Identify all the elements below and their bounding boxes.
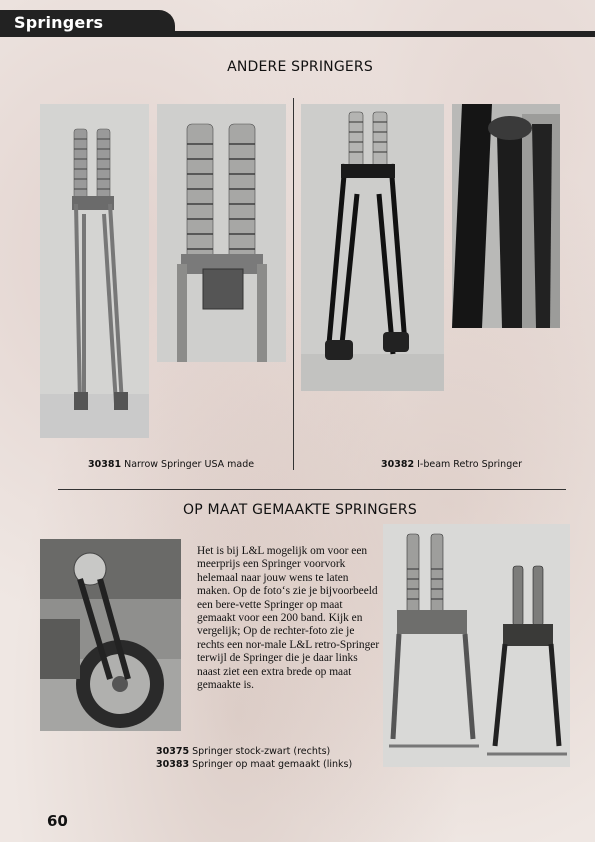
- custom-springer-description: Het is bij L&L mogelijk om voor een meerprijs een Springer voorvork helemaal naar jouw wens te laten maken. Op de foto‘s zie je bijvoorbeeld een bere-vette Springer op maat gemaakt voor een 200 band. Kijk en vergelijk; Op de rechter-foto zie je rechts een nor-male L&L retro-Springer terwijl de Springer die je daar links naast ziet een extra brede op maat gemaakte is.: [197, 545, 380, 692]
- caption-text: Springer op maat gemaakt (links): [192, 759, 353, 770]
- caption-text: Springer stock-zwart (rechts): [192, 746, 331, 757]
- caption-30375: [156, 746, 330, 757]
- section-title-other: ANDERE SPRINGERS: [227, 59, 373, 75]
- column-divider: [293, 98, 294, 470]
- page-number: 60: [47, 812, 68, 830]
- section-title-custom: OP MAAT GEMAAKTE SPRINGERS: [183, 502, 417, 518]
- header-rule: [150, 31, 595, 37]
- caption-30381: [88, 459, 254, 470]
- photo-springer-comparison: [383, 524, 570, 767]
- caption-code: 30383: [156, 759, 190, 770]
- caption-code: 30381: [88, 459, 122, 470]
- caption-code: 30382: [381, 459, 415, 470]
- photo-custom-springer-bike: [40, 539, 181, 731]
- section-divider: [58, 489, 566, 490]
- caption-30383: [156, 759, 352, 770]
- photo-ibeam-retro-springer: [301, 104, 444, 391]
- photo-narrow-springer-full: [40, 104, 149, 438]
- photo-narrow-springer-closeup: [157, 104, 286, 362]
- caption-30382: [381, 459, 522, 470]
- caption-text: Narrow Springer USA made: [124, 459, 255, 470]
- caption-text: I-beam Retro Springer: [417, 459, 522, 470]
- section-header-title: Springers: [14, 13, 104, 32]
- caption-code: 30375: [156, 746, 190, 757]
- photo-ibeam-closeup: [452, 104, 560, 328]
